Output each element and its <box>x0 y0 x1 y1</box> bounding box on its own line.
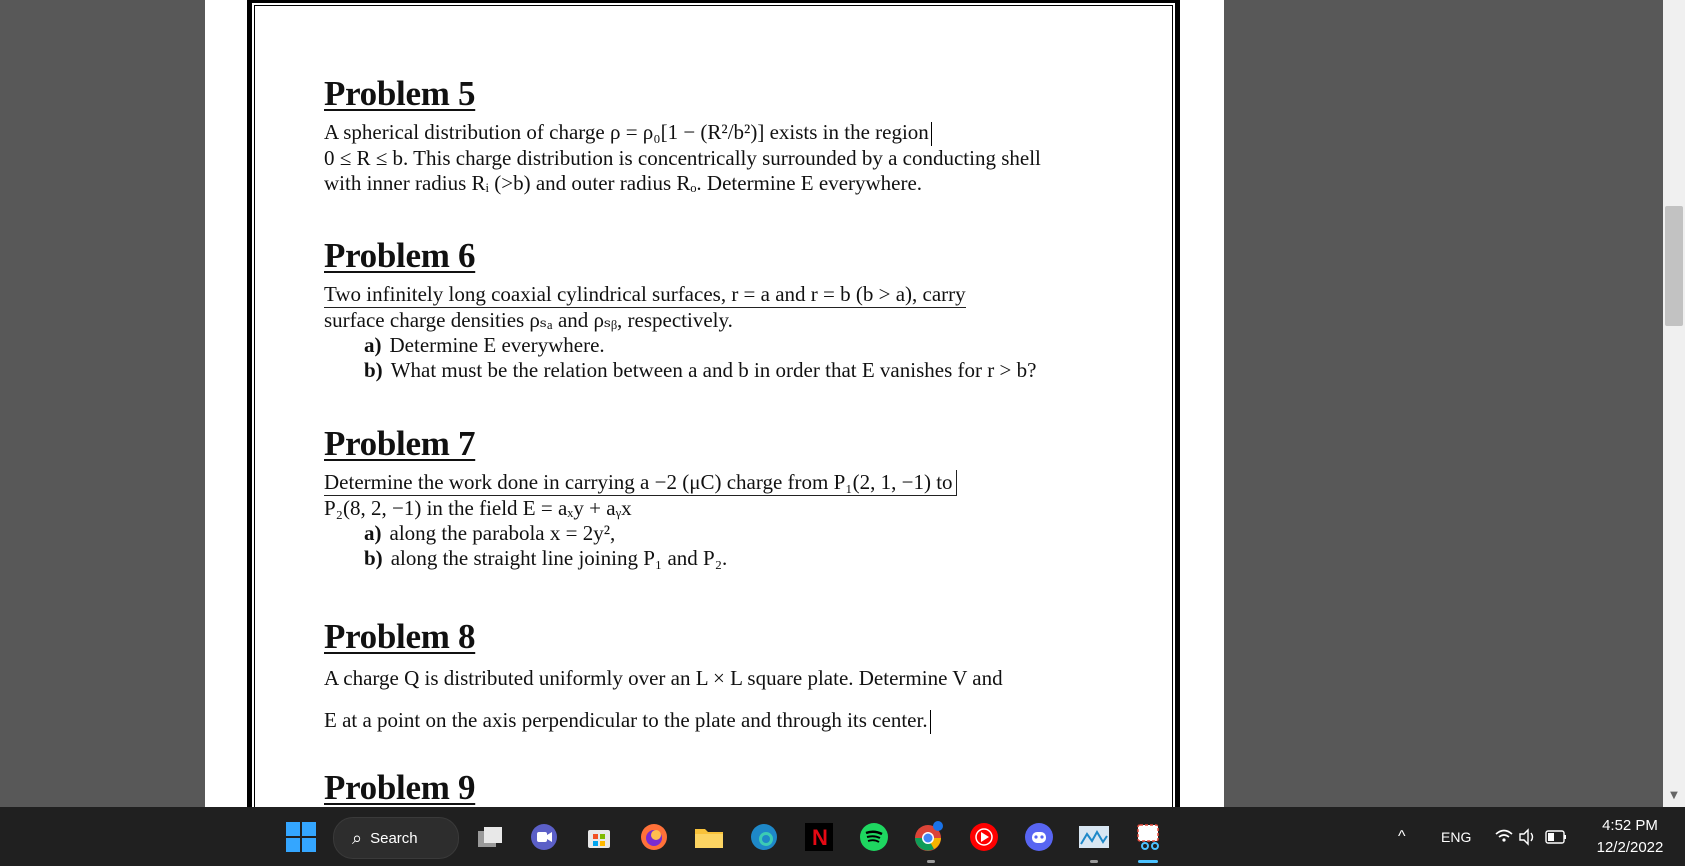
problem-heading: Problem 8 <box>324 617 476 656</box>
chevron-up-icon: ^ <box>1398 827 1406 845</box>
task-view-icon[interactable] <box>474 821 506 853</box>
text-line: Determine the work done in carrying a −2 (μC) charge from P₁(2, 1, −1) to <box>324 470 957 496</box>
start-button[interactable] <box>285 821 317 853</box>
list-item: a) along the parabola x = 2y², <box>364 521 616 545</box>
list-item: a) Determine E everywhere. <box>364 333 605 357</box>
list-item: b) What must be the relation between a and b in order that E vanishes for r > b? <box>364 358 1037 382</box>
text-line: E at a point on the axis perpendicular to the plate and through its center. <box>324 708 928 732</box>
photos-icon[interactable] <box>1078 821 1110 853</box>
spotify-icon[interactable] <box>858 821 890 853</box>
text-line: 0 ≤ R ≤ b. This charge distribution is concentrically surrounded by a conducting shell <box>324 146 1041 171</box>
time-label: 4:52 PM <box>1602 817 1658 834</box>
text-line: with inner radius Rᵢ (>b) and outer radius Rₒ. Determine E everywhere. <box>324 171 923 196</box>
netflix-icon[interactable] <box>803 821 835 853</box>
problem-heading: Problem 6 <box>324 236 476 275</box>
edge-icon[interactable] <box>748 821 780 853</box>
windows-logo-icon <box>286 822 300 836</box>
battery-icon <box>1546 831 1566 843</box>
folder-icon[interactable] <box>693 821 725 853</box>
problem-text <box>324 657 1124 741</box>
volume-icon <box>1520 830 1533 844</box>
problem-8 <box>324 617 1124 741</box>
list-item: b) along the straight line joining P₁ and P₂. <box>364 546 728 570</box>
vertical-scrollbar[interactable] <box>1663 0 1685 807</box>
clock[interactable] <box>1585 815 1675 859</box>
discord-icon[interactable] <box>1023 821 1055 853</box>
youtube-music-icon[interactable] <box>968 821 1000 853</box>
problem-7 <box>324 424 1124 571</box>
teams-meet-icon[interactable] <box>528 821 560 853</box>
text-line: A charge Q is distributed uniformly over an L × L square plate. Determine V and <box>324 666 1003 690</box>
text-cursor <box>930 710 931 734</box>
store-icon[interactable] <box>583 821 615 853</box>
problem-9 <box>324 768 1124 808</box>
chrome-icon[interactable] <box>913 821 945 853</box>
problem-heading: Problem 7 <box>324 424 476 463</box>
problem-5 <box>324 74 1124 196</box>
svg-text:N: N <box>812 825 828 850</box>
taskbar <box>0 807 1685 866</box>
scroll-down-arrow-icon[interactable]: ▼ <box>1670 790 1678 801</box>
problem-text <box>324 120 1124 196</box>
firefox-icon[interactable] <box>638 821 670 853</box>
search-label: Search <box>370 829 418 847</box>
text-line: P₂(8, 2, −1) in the field E = aₓy + aᵧx <box>324 496 632 520</box>
scrollbar-thumb[interactable] <box>1665 206 1683 326</box>
problem-text <box>324 470 1124 521</box>
taskbar-search[interactable] <box>333 817 459 859</box>
problem-heading: Problem 5 <box>324 74 476 113</box>
text-line: surface charge densities ρₛₐ and ρₛᵦ, respectively. <box>324 308 733 332</box>
wifi-icon <box>1496 830 1512 841</box>
text-line: Two infinitely long coaxial cylindrical surfaces, r = a and r = b (b > a), carry <box>324 282 966 306</box>
show-hidden-icons-button[interactable] <box>1398 807 1406 866</box>
problem-text <box>324 282 1124 333</box>
text-line: A spherical distribution of charge ρ = ρ₀[1 − (R²/b²)] exists in the region <box>324 120 929 144</box>
text-cursor <box>931 122 932 146</box>
search-icon: ⌕ <box>352 827 363 848</box>
language-indicator[interactable]: ENG <box>1441 828 1472 845</box>
network-volume-battery[interactable] <box>1494 807 1574 866</box>
snipping-tool-icon[interactable] <box>1133 821 1165 853</box>
problem-6 <box>324 236 1124 383</box>
date-label: 12/2/2022 <box>1596 839 1664 856</box>
problem-heading: Problem 9 <box>324 768 476 807</box>
